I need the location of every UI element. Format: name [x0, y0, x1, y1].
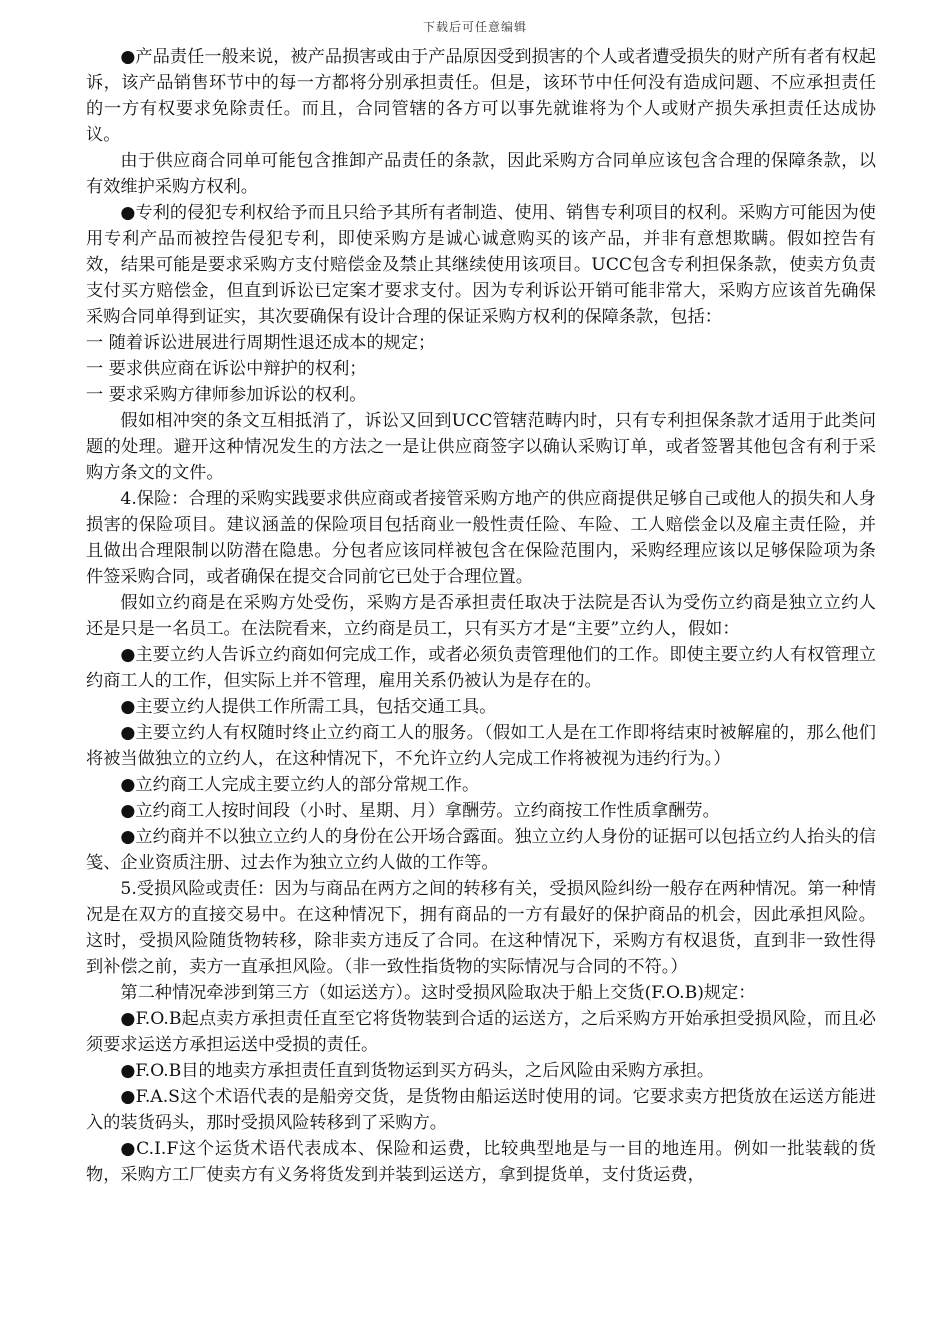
paragraph-product-liability: ●产品责任一般来说，被产品损害或由于产品原因受到损害的个人或者遭受损失的财产所有者有权起诉，该产品销售环节中的每一方都将分别承担责任。但是，该环节中任何没有造成问题、不应承担责任的一方有权要求免除责任。而且，合同管辖的各方可以事先就谁将为个人或财产损失承担责任达成协议。	[86, 47, 876, 145]
paragraph-principal-terminates: ●主要立约人有权随时终止立约商工人的服务。（假如工人是在工作即将结束时被解雇的，那么他们将被当做独立的立约人，在这种情况下，不允许立约人完成工作将被视为违约行为。）	[86, 723, 876, 769]
paragraph-fob-origin: ●F.O.B起点卖方承担责任直至它将货物装到合适的运送方，之后采购方开始承担受损风险，而且必须要求运送方承担运送中受损的责任。	[86, 1009, 876, 1055]
paragraph-risk-of-loss: 5.受损风险或责任：因为与商品在两方之间的转移有关，受损风险纠纷一般存在两种情况。第一种情况是在双方的直接交易中。在这种情况下，拥有商品的一方有最好的保护商品的机会，因此承担风险。这时，受损风险随货物转移，除非卖方违反了合同。在这种情况下，采购方有权退货，直到非一致性得到补偿之前，卖方一直承担风险。（非一致性指货物的实际情况与合同的不符。）	[86, 879, 876, 977]
paragraph-fob-destination: ●F.O.B目的地卖方承担责任直到货物运到买方码头，之后风险由采购方承担。	[120, 1061, 715, 1081]
paragraph-fas: ●F.A.S这个术语代表的是船旁交货，是货物由船运送时使用的词。它要求卖方把货放在运送方能进入的装货码头，那时受损风险转移到了采购方。	[86, 1087, 876, 1133]
paragraph-principal-provides-tools: ●主要立约人提供工作所需工具，包括交通工具。	[120, 697, 497, 717]
paragraph-insurance: 4.保险：合理的采购实践要求供应商或者接管采购方地产的供应商提供足够自己或他人的损失和人身损害的保险项目。建议涵盖的保险项目包括商业一般性责任险、车险、工人赔偿金以及雇主责任险，并且做出合理限制以防潜在隐患。分包者应该同样被包含在保险范围内，采购经理应该以足够保险项为条件签采购合同，或者确保在提交合同前它已处于合理位置。	[86, 489, 876, 587]
list-item-supplier-defense: 一 要求供应商在诉讼中辩护的权利；	[86, 359, 367, 379]
paragraph-principal-directs-work: ●主要立约人告诉立约商如何完成工作，或者必须负责管理他们的工作。即使主要立约人有权管理立约商工人的工作，但实际上并不管理，雇用关系仍被认为是存在的。	[86, 645, 876, 691]
paragraph-patent-infringement: ●专利的侵犯专利权给予而且只给予其所有者制造、使用、销售专利项目的权利。采购方可能因为使用专利产品而被控告侵犯专利，即使采购方是诚心诚意购买的该产品，并非有意想欺瞒。假如控告有效，结果可能是要求采购方支付赔偿金及禁止其继续使用该项目。UCC包含专利担保条款，使卖方负责支付买方赔偿金，但直到诉讼已定案才要求支付。因为专利诉讼开销可能非常大，采购方应该首先确保采购合同单得到证实，其次要确保有设计合理的保证采购方权利的保障条款，包括：	[86, 203, 876, 327]
document-body	[86, 44, 876, 1188]
page-header: 下载后可任意编辑	[422, 20, 527, 34]
paragraph-third-party: 第二种情况牵涉到第三方（如运送方）。这时受损风险取决于船上交货(F.O.B)规定：	[120, 983, 756, 1003]
list-item-cost-refund: 一 随着诉讼进展进行周期性退还成本的规定；	[86, 333, 436, 353]
paragraph-conflicting-terms: 假如相冲突的条文互相抵消了，诉讼又回到UCC管辖范畴内时，只有专利担保条款才适用于此类问题的处理。避开这种情况发生的方法之一是让供应商签字以确认采购订单，或者签署其他包含有利于采购方条文的文件。	[86, 411, 876, 483]
paragraph-time-pay: ●立约商工人按时间段（小时、星期、月）拿酬劳。立约商按工作性质拿酬劳。	[120, 801, 720, 821]
list-item-lawyer-participation: 一 要求采购方律师参加诉讼的权利。	[86, 385, 367, 405]
paragraph-regular-work: ●立约商工人完成主要立约人的部分常规工作。	[120, 775, 480, 795]
paragraph-cif: ●C.I.F这个运货术语代表成本、保险和运费，比较典型地是与一目的地连用。例如一批装载的货物，采购方工厂使卖方有义务将货发到并装到运送方，拿到提货单，支付货运费，	[86, 1139, 876, 1185]
paragraph-supplier-contract: 由于供应商合同单可能包含推卸产品责任的条款，因此采购方合同单应该包含合理的保障条款，以有效维护采购方权利。	[86, 151, 876, 197]
paragraph-contractor-injury: 假如立约商是在采购方处受伤，采购方是否承担责任取决于法院是否认为受伤立约商是独立立约人还是只是一名员工。在法院看来，立约商是员工，只有买方才是“主要”立约人，假如：	[86, 593, 876, 639]
paragraph-public-identity: ●立约商并不以独立立约人的身份在公开场合露面。独立立约人身份的证据可以包括立约人抬头的信笺、企业资质注册、过去作为独立立约人做的工作等。	[86, 827, 876, 873]
